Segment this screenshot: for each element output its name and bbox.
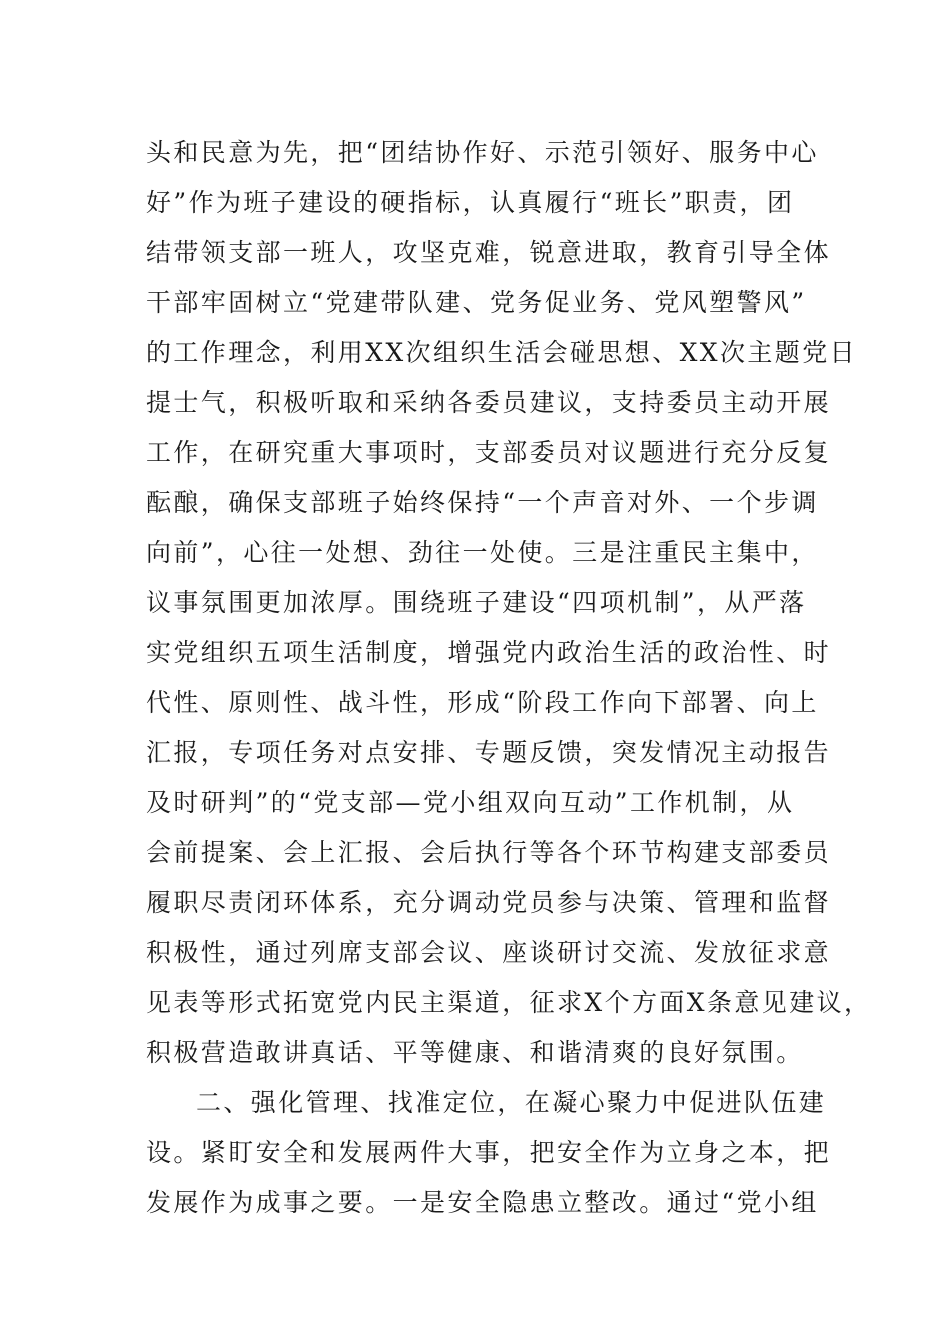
text-line: 实党组织五项生活制度，增强党内政治生活的政治性、时 [146, 638, 832, 667]
text-line: 汇报，专项任务对点安排、专题反馈，突发情况主动报告 [146, 738, 832, 767]
text-line: 干部牢固树立“党建带队建、党务促业务、党风塑警风” [146, 288, 807, 317]
text-line: 提士气，积极听取和采纳各委员建议，支持委员主动开展 [146, 388, 832, 417]
text-line: 结带领支部一班人，攻坚克难，锐意进取，教育引导全体 [146, 238, 832, 267]
text-line: 酝酿，确保支部班子始终保持“一个声音对外、一个步调 [146, 488, 819, 517]
text-line: 发展作为成事之要。一是安全隐患立整改。通过“党小组 [146, 1188, 819, 1217]
text-line: 向前”，心往一处想、劲往一处使。三是注重民主集中， [146, 538, 819, 567]
text-line: 设。紧盯安全和发展两件大事，把安全作为立身之本，把 [146, 1138, 832, 1167]
text-line: 代性、原则性、战斗性，形成“阶段工作向下部署、向上 [146, 688, 819, 717]
body-text [146, 128, 872, 1228]
text-line: 的工作理念，利用XX次组织生活会碰思想、XX次主题党日 [146, 338, 857, 367]
text-line: 好”作为班子建设的硬指标，认真履行“班长”职责，团 [146, 188, 795, 217]
text-line: 议事氛围更加浓厚。围绕班子建设“四项机制”，从严落 [146, 588, 807, 617]
text-line: 头和民意为先，把“团结协作好、示范引领好、服务中心 [146, 138, 819, 167]
text-line: 见表等形式拓宽党内民主渠道，征求X个方面X条意见建议， [146, 988, 872, 1017]
paragraph-heading-line: 二、强化管理、找准定位，在凝心聚力中促进队伍建 [196, 1088, 827, 1117]
text-line: 积极性，通过列席支部会议、座谈研讨交流、发放征求意 [146, 938, 832, 967]
text-line: 履职尽责闭环体系，充分调动党员参与决策、管理和监督 [146, 888, 832, 917]
text-line: 工作，在研究重大事项时，支部委员对议题进行充分反复 [146, 438, 832, 467]
text-line: 及时研判”的“党支部—党小组双向互动”工作机制，从 [146, 788, 795, 817]
text-line: 积极营造敢讲真话、平等健康、和谐清爽的良好氛围。 [146, 1038, 804, 1067]
text-line: 会前提案、会上汇报、会后执行等各个环节构建支部委员 [146, 838, 832, 867]
